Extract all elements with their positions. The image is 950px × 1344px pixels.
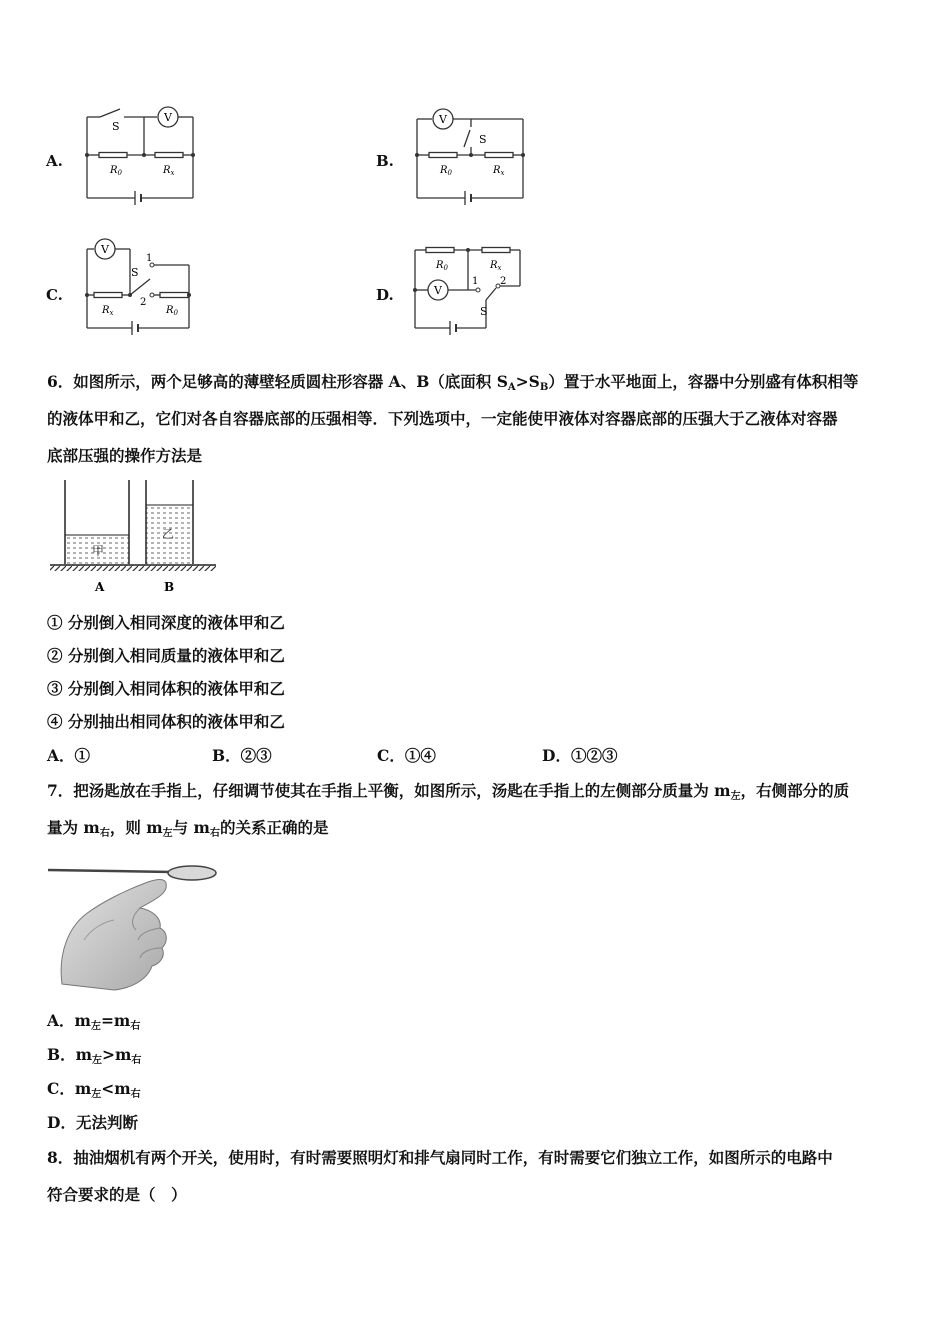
- r0-subscript: 0: [173, 309, 178, 317]
- rx-symbol: R: [493, 165, 501, 176]
- container-b-label: B: [164, 580, 175, 594]
- svg-text:R0: [435, 260, 449, 272]
- r0-subscript: 0: [117, 169, 122, 177]
- rx-symbol: R: [163, 165, 171, 176]
- rx-subscript: x: [170, 169, 175, 177]
- switch-symbol: S: [131, 266, 139, 279]
- circuit-diagram-a: [82, 105, 200, 205]
- svg-text:R0: [439, 165, 453, 177]
- q6-choice-c: C．①④: [377, 746, 436, 765]
- option-b-label: B.: [376, 152, 394, 170]
- liquid-jia-label: 甲: [92, 544, 105, 558]
- voltmeter-symbol: V: [439, 113, 447, 126]
- q7-option-c: C．$m_左<m_右$: [47, 1079, 141, 1100]
- switch-symbol: S: [480, 305, 488, 318]
- svg-text:Rx: [162, 165, 175, 177]
- spoon-balance-figure: [44, 856, 220, 992]
- q6-statement-1: ① 分别倒入相同深度的液体甲和乙: [47, 613, 285, 632]
- q8-line-2: 符合要求的是（ ）: [47, 1185, 187, 1204]
- switch-symbol: S: [112, 120, 120, 133]
- circuit-diagram-b: [412, 105, 530, 205]
- switch-symbol: S: [479, 133, 487, 146]
- q8-line-1: 8．抽油烟机有两个开关，使用时，有时需要照明灯和排气扇同时工作，有时需要它们独立工作，如图所示的电路中: [47, 1148, 833, 1167]
- rx-symbol: R: [490, 260, 498, 271]
- option-a-label: A.: [46, 152, 63, 170]
- q6-line-2: 的液体甲和乙，它们对各自容器底部的压强相等．下列选项中，一定能使甲液体对容器底部的压强大于乙液体对容器: [47, 409, 838, 428]
- voltmeter-symbol: V: [101, 243, 109, 256]
- svg-text:Rx: [101, 305, 114, 317]
- liquid-yi-label: 乙: [162, 527, 175, 541]
- svg-text:Rx: [489, 260, 502, 272]
- q6-line-1: 6．如图所示，两个足够高的薄壁轻质圆柱形容器 A、B（底面积 $S_A>S_B$）置于水平地面上，容器中分别盛有体积相等: [47, 372, 859, 393]
- option-d-label: D.: [376, 286, 394, 304]
- r0-symbol: R: [166, 305, 174, 316]
- r0-subscript: 0: [447, 169, 452, 177]
- q7-line-1: 7．把汤匙放在手指上，仔细调节使其在手指上平衡，如图所示，汤匙在手指上的左侧部分质量为 $m_左$，右侧部分的质: [47, 781, 850, 802]
- q7-line-2: 量为 $m_右$，则 $m_左$与 $m_右$的关系正确的是: [47, 818, 329, 839]
- svg-text:R0: [165, 305, 179, 317]
- svg-text:Rx: [492, 165, 505, 177]
- q6-choice-d: D．①②③: [542, 746, 618, 765]
- voltmeter-symbol: V: [434, 284, 442, 297]
- option-c-label: C.: [46, 286, 63, 304]
- svg-text:R0: [109, 165, 123, 177]
- q6-line-3: 底部压强的操作方法是: [47, 446, 203, 465]
- rx-subscript: x: [497, 264, 502, 272]
- r0-symbol: R: [440, 165, 448, 176]
- q6-statement-3: ③ 分别倒入相同体积的液体甲和乙: [47, 679, 285, 698]
- q6-statement-4: ④ 分别抽出相同体积的液体甲和乙: [47, 712, 285, 731]
- r0-symbol: R: [436, 260, 444, 271]
- q7-option-d: D．无法判断: [47, 1113, 138, 1132]
- r0-symbol: R: [110, 165, 118, 176]
- q7-option-b: B．$m_左>m_右$: [47, 1045, 142, 1066]
- q6-statement-2: ② 分别倒入相同质量的液体甲和乙: [47, 646, 285, 665]
- contact-1: 1: [146, 253, 153, 264]
- circuit-diagram-d: [410, 238, 528, 338]
- rx-subscript: x: [109, 309, 114, 317]
- q6-choice-a: A．①: [47, 746, 91, 765]
- contact-2: 2: [500, 276, 507, 287]
- q7-option-a: A．$m_左=m_右$: [47, 1011, 141, 1032]
- container-a-label: A: [95, 580, 105, 594]
- spoon-bowl-icon: [168, 866, 216, 880]
- spoon-handle: [48, 870, 172, 872]
- q6-choice-b: B．②③: [212, 746, 272, 765]
- r0-subscript: 0: [443, 264, 448, 272]
- rx-symbol: R: [102, 305, 110, 316]
- voltmeter-symbol: V: [164, 111, 172, 124]
- contact-1: 1: [472, 276, 479, 287]
- containers-figure: [48, 476, 220, 598]
- contact-2: 2: [140, 297, 147, 308]
- circuit-diagram-c: [82, 235, 200, 335]
- hand-icon: [61, 880, 166, 990]
- rx-subscript: x: [500, 169, 505, 177]
